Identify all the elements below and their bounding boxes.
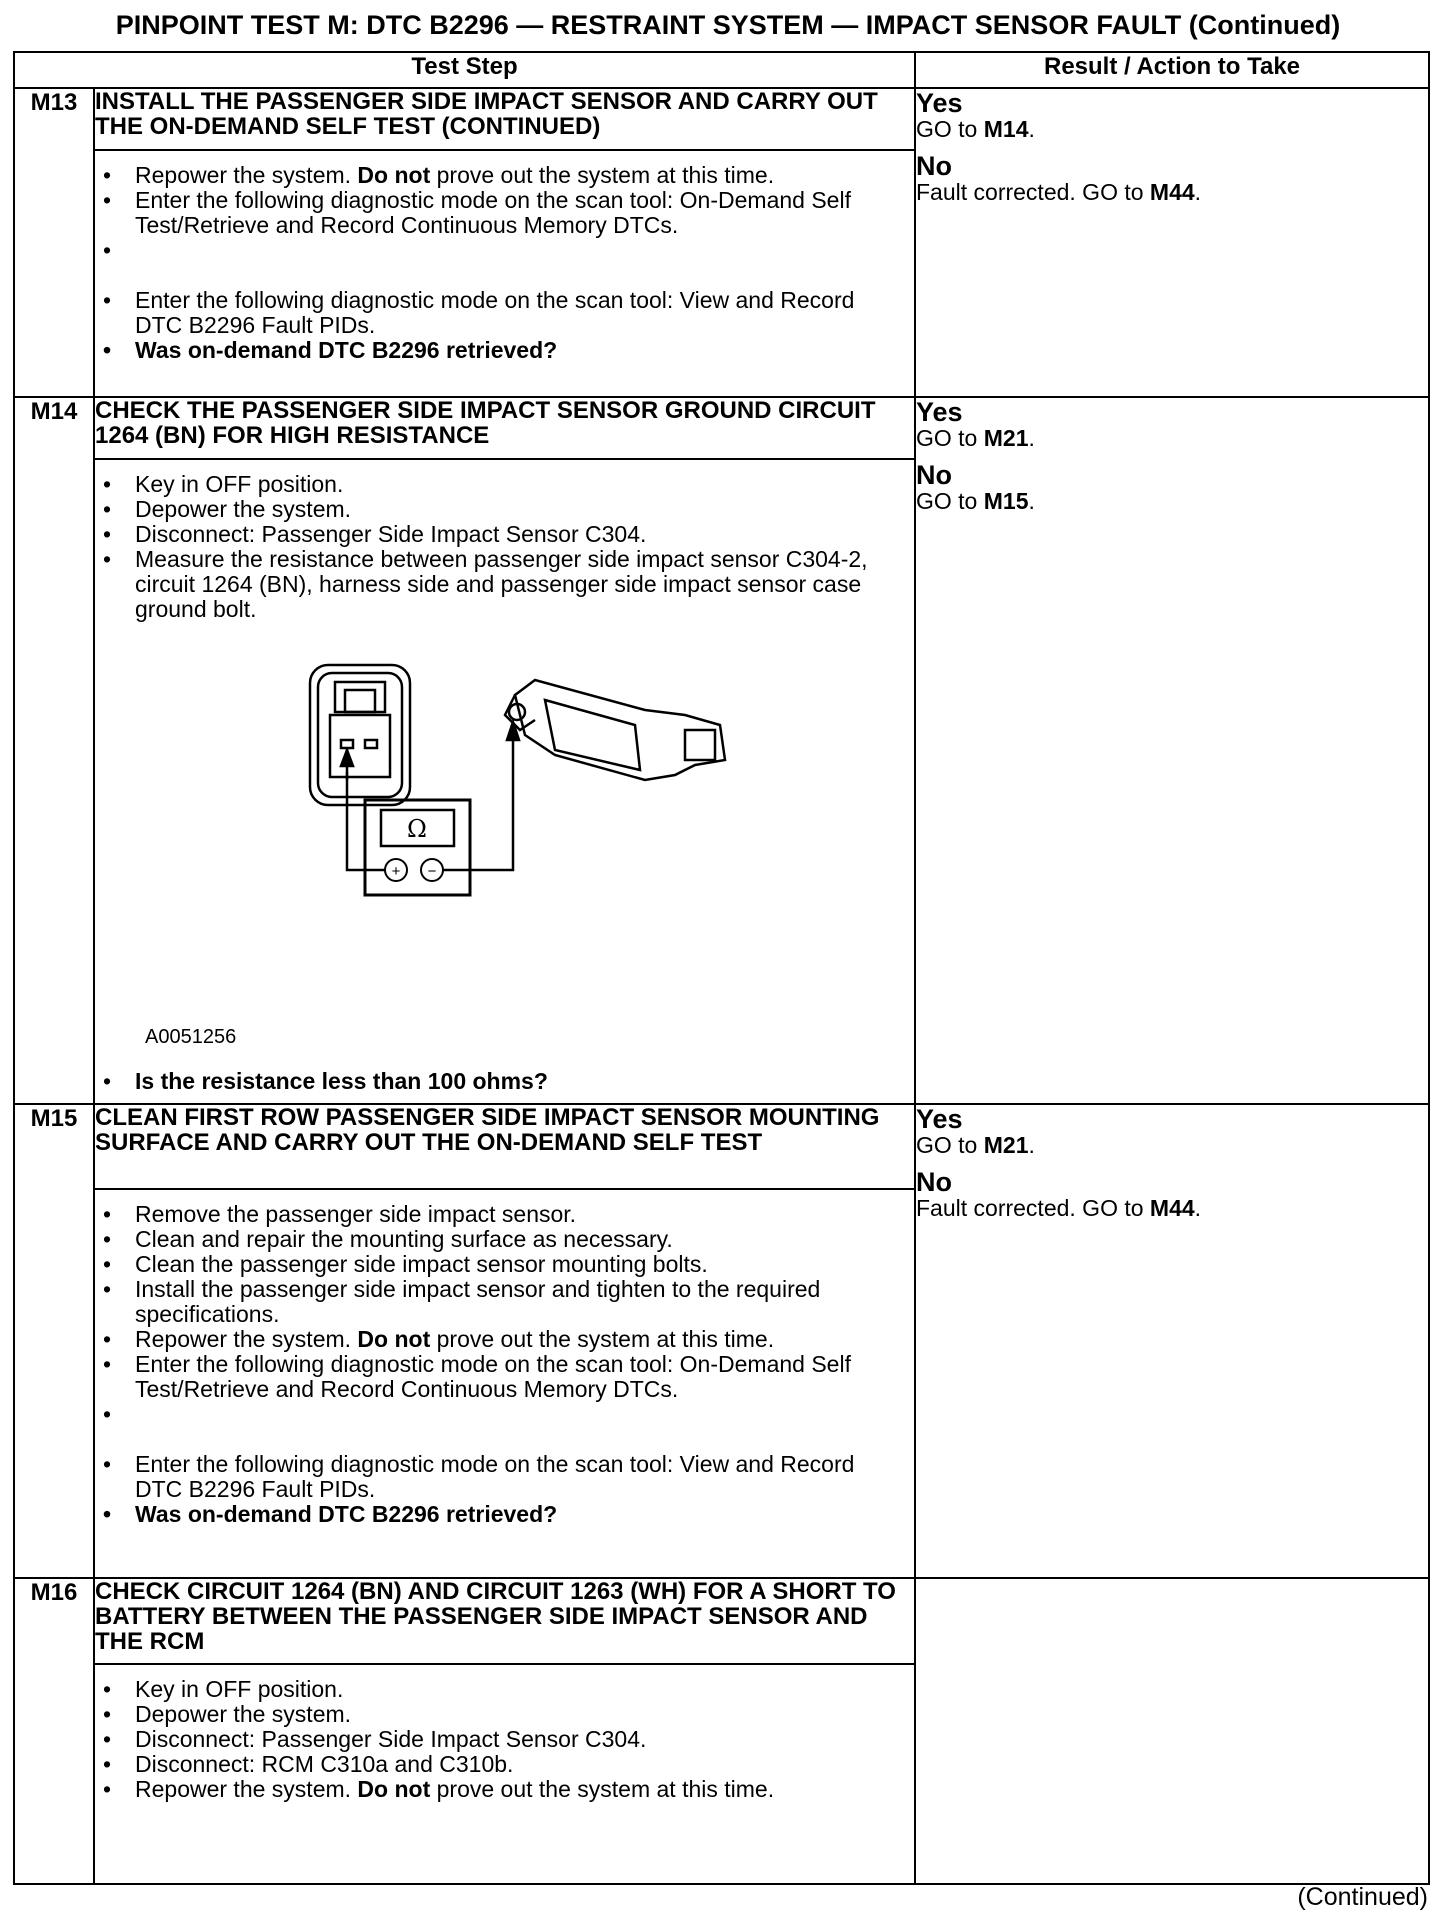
list-spacer [135, 238, 904, 288]
ohmmeter-icon [365, 800, 470, 895]
step-body-m13 [94, 150, 915, 397]
list-item: • Enter the following diagnostic mode on the scan tool: View and Record DTC B2296 Fault PIDs. [135, 288, 904, 338]
yes-action: GO to M21. [916, 1132, 1035, 1158]
list-item: • Clean and repair the mounting surface as necessary. [135, 1227, 904, 1252]
list-item: • Enter the following diagnostic mode on the scan tool: On-Demand Self Test/Retrieve and Record Continuous Memory DTCs. [135, 188, 904, 238]
resistance-measurement-diagram [215, 660, 815, 920]
list-item: • Repower the system. Do not prove out the system at this time. [135, 1777, 904, 1802]
yes-action: GO to M21. [916, 425, 1035, 451]
svg-text:+: + [391, 863, 401, 880]
list-item: • Disconnect: Passenger Side Impact Sensor C304. [135, 522, 904, 547]
step-title-m14: CHECK THE PASSENGER SIDE IMPACT SENSOR GROUND CIRCUIT 1264 (BN) FOR HIGH RESISTANCE [94, 397, 915, 459]
svg-text:Ω: Ω [407, 815, 427, 843]
step-body-m16 [94, 1664, 915, 1884]
header-test-step: Test Step [14, 52, 915, 88]
result-m13 [915, 88, 1429, 397]
yes-label: Yes [916, 1104, 963, 1134]
list-item: • Repower the system. Do not prove out the system at this time. [135, 1327, 904, 1352]
continued-note: (Continued) [1297, 1883, 1428, 1911]
svg-text:−: − [427, 863, 437, 880]
pinpoint-test-table [13, 51, 1430, 1885]
list-item: • Clean the passenger side impact sensor mounting bolts. [135, 1252, 904, 1277]
step-id-m13: M13 [14, 88, 94, 397]
list-item: • Depower the system. [135, 497, 904, 522]
step-body-m15 [94, 1189, 915, 1578]
step-title-m15: CLEAN FIRST ROW PASSENGER SIDE IMPACT SENSOR MOUNTING SURFACE AND CARRY OUT THE ON-DEMAND SELF TEST [94, 1104, 915, 1189]
connector-c304-icon [310, 665, 410, 805]
no-label: No [916, 151, 952, 181]
header-result: Result / Action to Take [915, 52, 1429, 88]
list-item: • Disconnect: Passenger Side Impact Sensor C304. [135, 1727, 904, 1752]
step-id-m16: M16 [14, 1578, 94, 1884]
no-action: Fault corrected. GO to M44. [916, 1195, 1202, 1221]
yes-label: Yes [916, 397, 963, 427]
list-item: • Disconnect: RCM C310a and C310b. [135, 1752, 904, 1777]
result-m16 [915, 1578, 1429, 1884]
list-item: • Key in OFF position. [135, 1677, 904, 1702]
no-action: Fault corrected. GO to M44. [916, 179, 1202, 205]
list-item: • Repower the system. Do not prove out the system at this time. [135, 163, 904, 188]
result-m14 [915, 397, 1429, 1104]
list-item: • Key in OFF position. [135, 472, 904, 497]
no-action: GO to M15. [916, 488, 1035, 514]
list-item: • Enter the following diagnostic mode on the scan tool: On-Demand Self Test/Retrieve and Record Continuous Memory DTCs. [135, 1352, 904, 1402]
impact-sensor-icon [505, 680, 725, 780]
figure-code: A0051256 [145, 1026, 237, 1048]
step-id-m14: M14 [14, 397, 94, 1104]
list-item-question: • Was on-demand DTC B2296 retrieved? [135, 1502, 904, 1527]
list-item: • Enter the following diagnostic mode on the scan tool: View and Record DTC B2296 Fault PIDs. [135, 1452, 904, 1502]
no-label: No [916, 1167, 952, 1197]
question-m14: • Is the resistance less than 100 ohms? [103, 1068, 548, 1094]
step-body-m14 [94, 459, 915, 1104]
list-item: • Measure the resistance between passenger side impact sensor C304-2, circuit 1264 (BN), harness side and passenger side impact sensor case ground bolt. [135, 547, 904, 622]
list-spacer [135, 1402, 904, 1452]
step-title-m16: CHECK CIRCUIT 1264 (BN) AND CIRCUIT 1263 (WH) FOR A SHORT TO BATTERY BETWEEN THE PASSENGER SIDE IMPACT SENSOR AND THE RCM [94, 1578, 915, 1664]
page-title: PINPOINT TEST M: DTC B2296 — RESTRAINT SYSTEM — IMPACT SENSOR FAULT (Continued) [115, 10, 1341, 40]
list-item: • Depower the system. [135, 1702, 904, 1727]
step-id-m15: M15 [14, 1104, 94, 1578]
list-item: • Remove the passenger side impact sensor. [135, 1202, 904, 1227]
list-item: • Install the passenger side impact sensor and tighten to the required specifications. [135, 1277, 904, 1327]
result-m15 [915, 1104, 1429, 1578]
list-item-question: • Was on-demand DTC B2296 retrieved? [135, 338, 904, 363]
yes-label: Yes [916, 88, 963, 118]
no-label: No [916, 460, 952, 490]
yes-action: GO to M14. [916, 116, 1035, 142]
step-title-m13: INSTALL THE PASSENGER SIDE IMPACT SENSOR AND CARRY OUT THE ON-DEMAND SELF TEST (CONTINUED) [94, 88, 915, 150]
